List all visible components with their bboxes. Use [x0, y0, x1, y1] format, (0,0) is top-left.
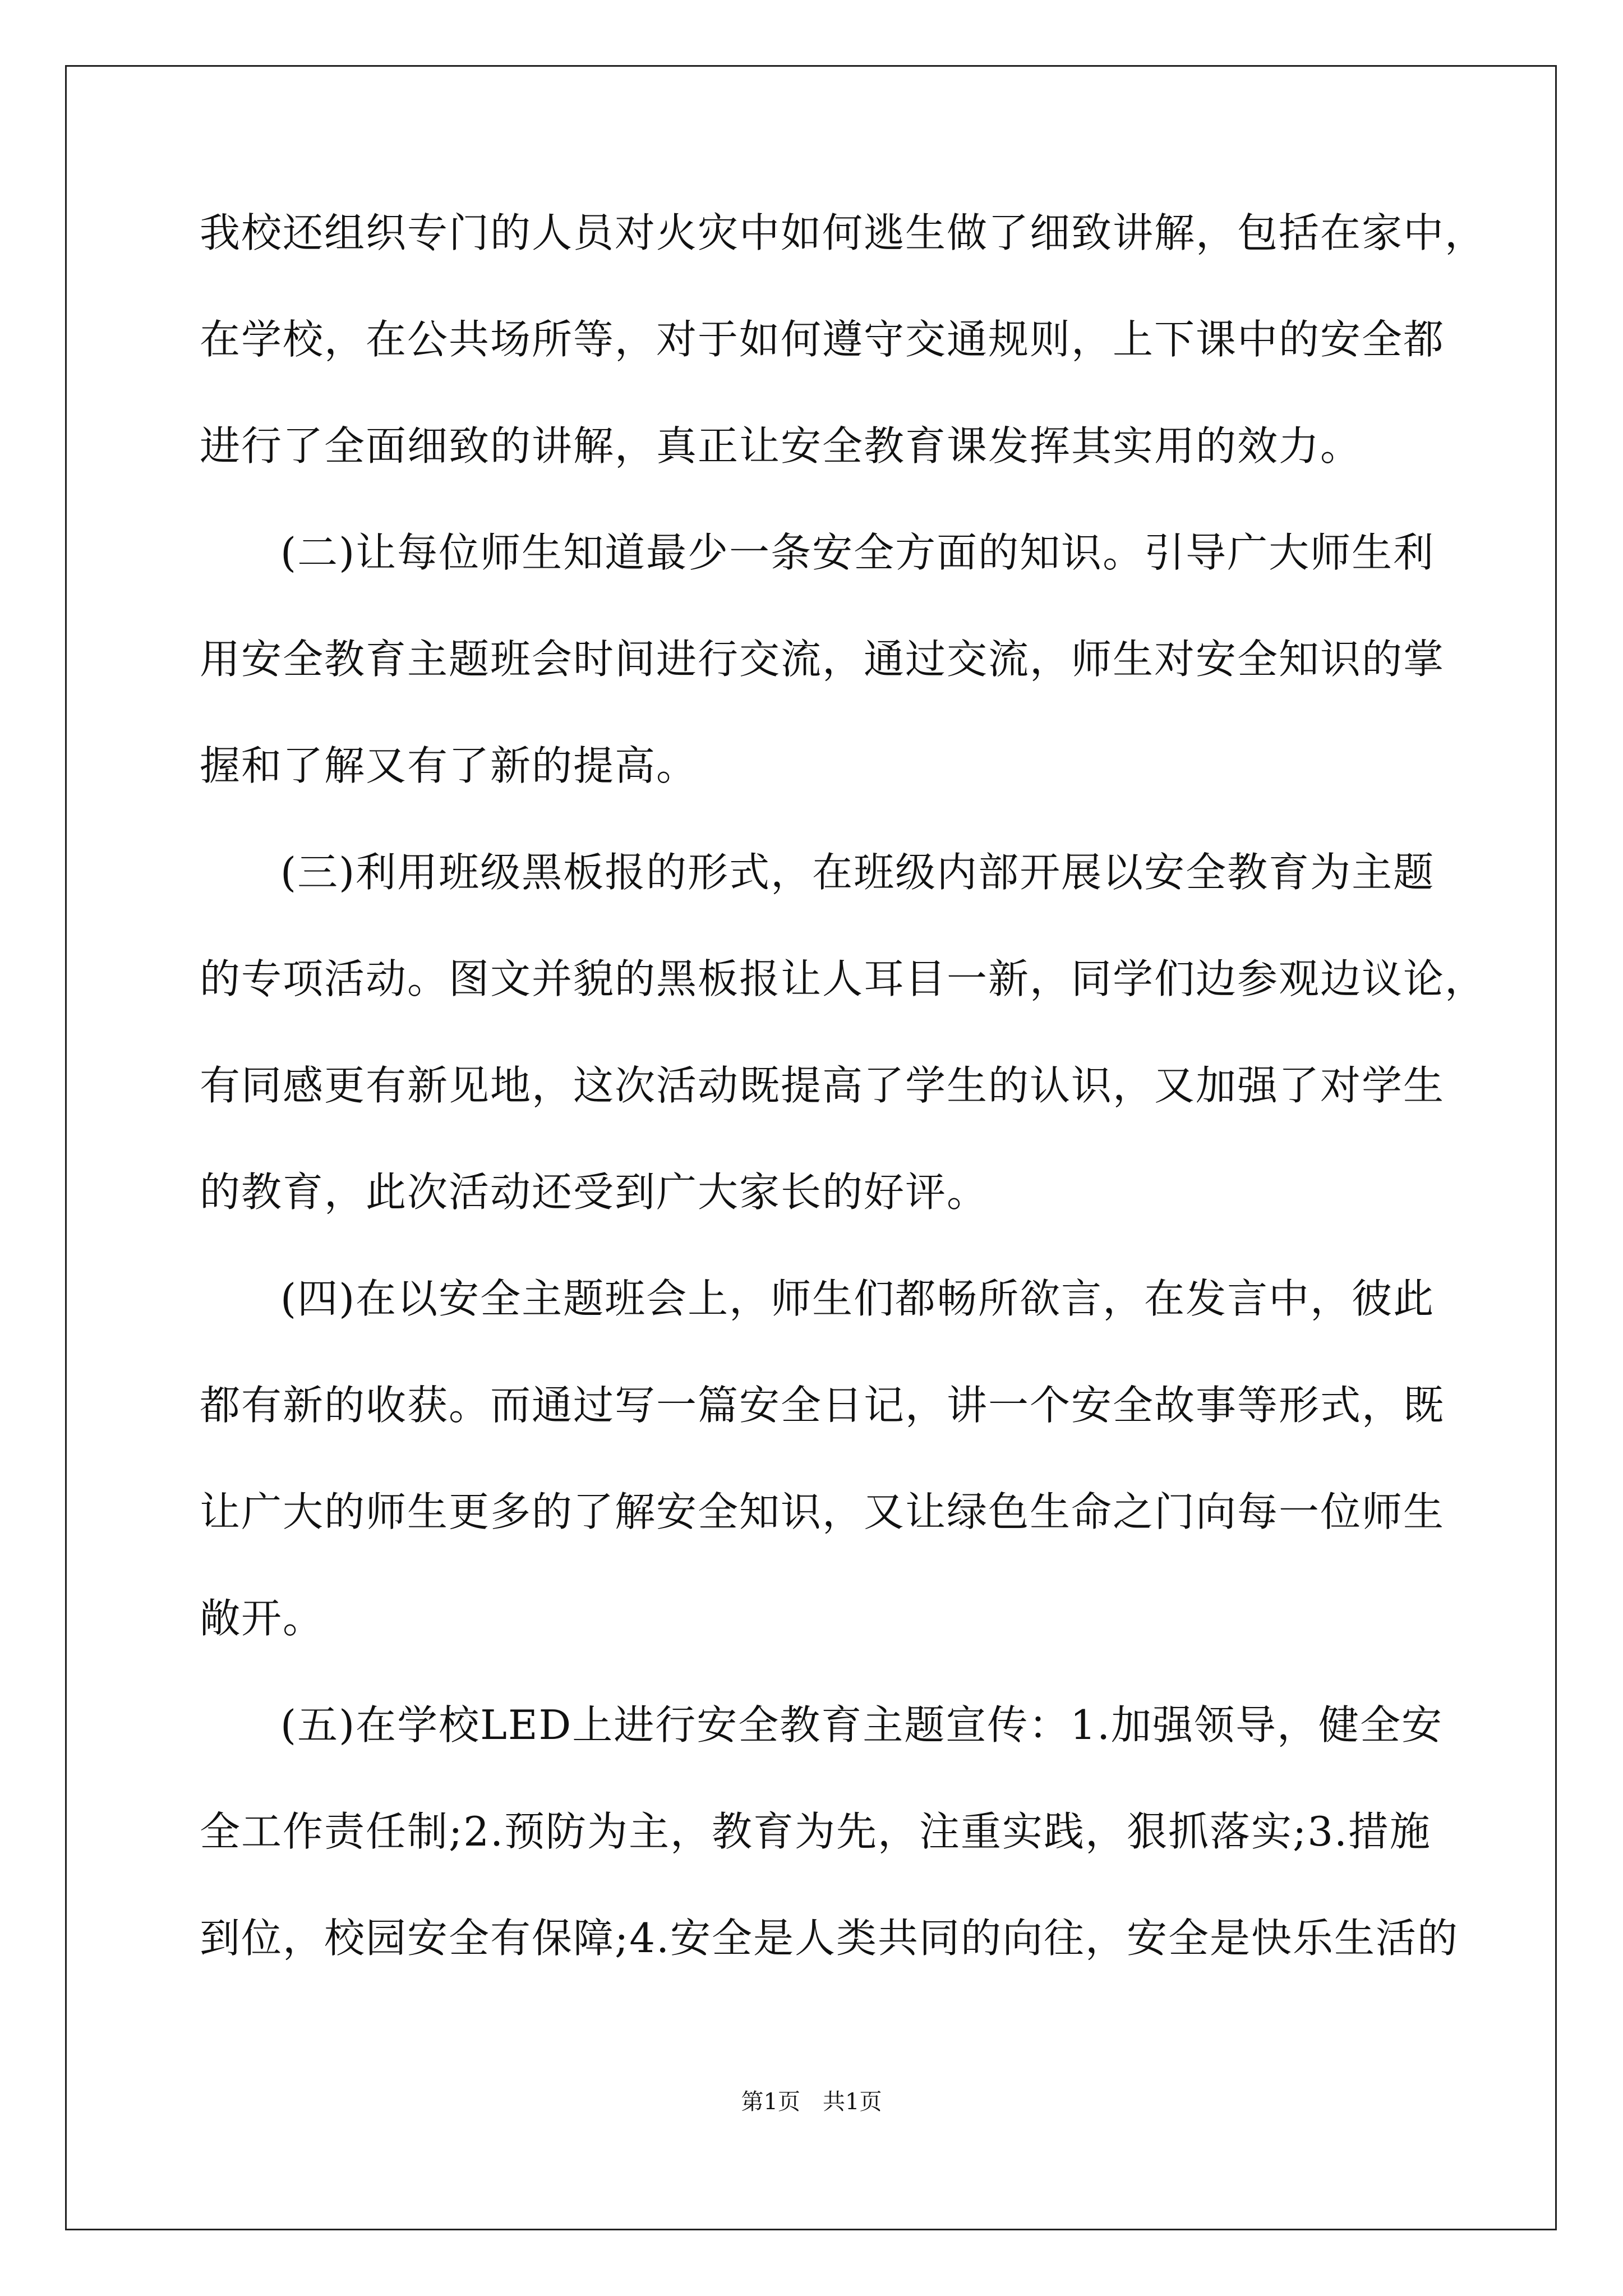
text-line: 握和了解又有了新的提高。 [200, 742, 698, 789]
text-line: 敞开。 [200, 1595, 325, 1642]
text-line: 用安全教育主题班会时间进行交流，通过交流，师生对安全知识的掌 [200, 636, 1445, 683]
text-line: 我校还组织专门的人员对火灾中如何逃生做了细致讲解，包括在家中， [200, 209, 1487, 256]
text-line: 有同感更有新见地，这次活动既提高了学生的认识，又加强了对学生 [200, 1062, 1445, 1109]
paragraph-start-line: (二)让每位师生知道最少一条安全方面的知识。引导广大师生利 [280, 529, 1435, 576]
page-frame [65, 65, 1557, 2230]
text-line: 的专项活动。图文并貌的黑板报让人耳目一新，同学们边参观边议论， [200, 955, 1487, 1002]
text-line: 到位，校园安全有保障;4.安全是人类共同的向往，安全是快乐生活的 [200, 1915, 1459, 1962]
paragraph-start-line: (四)在以安全主题班会上，师生们都畅所欲言，在发言中，彼此 [280, 1275, 1435, 1322]
text-line: 让广大的师生更多的了解安全知识，又让绿色生命之门向每一位师生 [200, 1488, 1445, 1535]
text-line: 在学校，在公共场所等，对于如何遵守交通规则，上下课中的安全都 [200, 316, 1445, 363]
paragraph-start-line: (三)利用班级黑板报的形式，在班级内部开展以安全教育为主题 [280, 849, 1435, 896]
text-line: 都有新的收获。而通过写一篇安全日记，讲一个安全故事等形式，既 [200, 1382, 1445, 1429]
text-line: 进行了全面细致的讲解，真正让安全教育课发挥其实用的效力。 [200, 422, 1362, 470]
text-line: 全工作责任制;2.预防为主，教育为先，注重实践，狠抓落实;3.措施 [200, 1808, 1431, 1855]
text-line: 的教育，此次活动还受到广大家长的好评。 [200, 1168, 989, 1216]
paragraph-start-line: (五)在学校LED上进行安全教育主题宣传：1.加强领导，健全安 [280, 1701, 1443, 1749]
page-number-footer: 第1页 共1页 [741, 2089, 882, 2115]
